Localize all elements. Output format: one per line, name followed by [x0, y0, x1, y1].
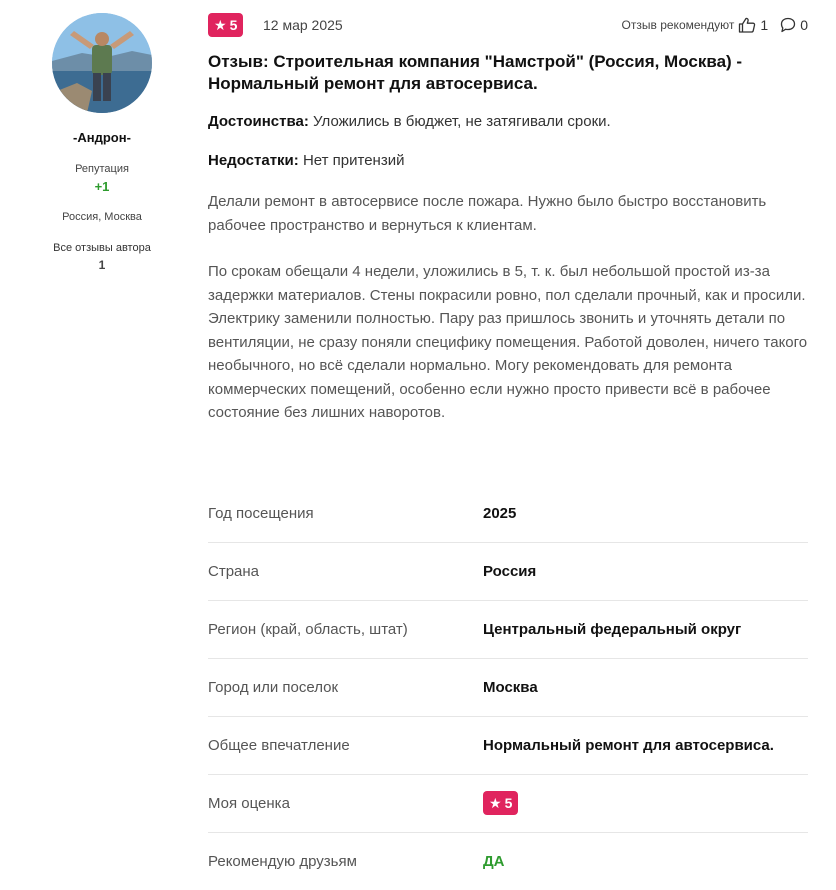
rating-value: 5 [229, 17, 238, 33]
detail-value: Центральный федеральный округ [483, 621, 742, 638]
author-location: Россия, Москва [62, 211, 142, 223]
detail-label: Страна [208, 563, 260, 580]
avatar-photo [52, 13, 152, 113]
detail-label: Моя оценка [208, 795, 290, 812]
cons-label: Недостатки: [208, 152, 299, 169]
star-icon: ★ [489, 795, 502, 811]
detail-row-country [208, 543, 808, 601]
detail-label: Год посещения [208, 505, 314, 522]
reputation-label: Репутация [75, 163, 129, 175]
author-name[interactable]: -Андрон- [73, 130, 131, 145]
detail-row-region [208, 601, 808, 659]
detail-value: 2025 [483, 505, 517, 522]
avatar[interactable] [52, 13, 152, 113]
detail-value: Россия [483, 563, 537, 580]
review-date: 12 мар 2025 [263, 17, 343, 33]
cons-text: Нет притензий [302, 152, 405, 169]
review-paragraph: Делали ремонт в автосервисе после пожара. Нужно было быстро восстановить рабочее пространство и вернуться к клиентам. [208, 193, 767, 234]
detail-value: Нормальный ремонт для автосервиса. [483, 737, 774, 754]
all-reviews-count: 1 [98, 258, 106, 272]
thumbs-up-icon[interactable] [738, 17, 756, 33]
detail-label: Город или поселок [208, 679, 339, 696]
pros [208, 113, 611, 130]
detail-label: Общее впечатление [208, 737, 350, 754]
recommend-label: Отзыв рекомендуют [621, 18, 735, 32]
rating-badge [208, 13, 243, 37]
recommend-bar [622, 17, 808, 33]
comments-count: 0 [800, 17, 808, 33]
likes-count: 1 [760, 17, 769, 33]
cons [208, 152, 404, 169]
pros-text: Уложились в бюджет, не затягивали сроки. [313, 113, 611, 130]
detail-row-rating [208, 775, 808, 833]
detail-row-year [208, 485, 808, 543]
rating-badge [483, 791, 518, 815]
review-title: Отзыв: Строительная компания "Намстрой" (Россия, Москва) - Нормальный ремонт для автосервиса. [208, 52, 743, 93]
review-paragraph: По срокам обещали 4 недели, уложились в 5, т. к. был небольшой простой из-за задержки материалов. Стены покрасили ровно, пол сделали прочный, как и просили. Электрику заменили полностью. Пару раз пришлось звонить и уточнять детали по вентиляции, не сразу поняли специфику помещения. Работой доволен, ничего такого необычного, но всё сделали нормально. Могу рекомендовать для ремонта коммерческих помещений, особенно если нужно просто привести всё в рабочее состояние без лишних наворотов. [208, 263, 808, 421]
detail-label: Рекомендую друзьям [208, 853, 357, 870]
detail-row-city [208, 659, 808, 717]
all-reviews-link[interactable]: Все отзывы автора [53, 242, 151, 254]
detail-label: Регион (край, область, штат) [208, 621, 408, 638]
rating-value: 5 [504, 795, 513, 811]
comment-icon[interactable] [780, 17, 796, 33]
detail-value-rating [483, 791, 518, 815]
details-table [208, 485, 808, 890]
detail-value: ДА [483, 853, 505, 870]
pros-label: Достоинства: [208, 113, 309, 130]
review-body [208, 190, 808, 448]
detail-value: Москва [483, 679, 538, 696]
star-icon: ★ [214, 17, 227, 33]
detail-row-recommend [208, 833, 808, 890]
detail-row-impression [208, 717, 808, 775]
reputation-value: +1 [94, 179, 110, 194]
